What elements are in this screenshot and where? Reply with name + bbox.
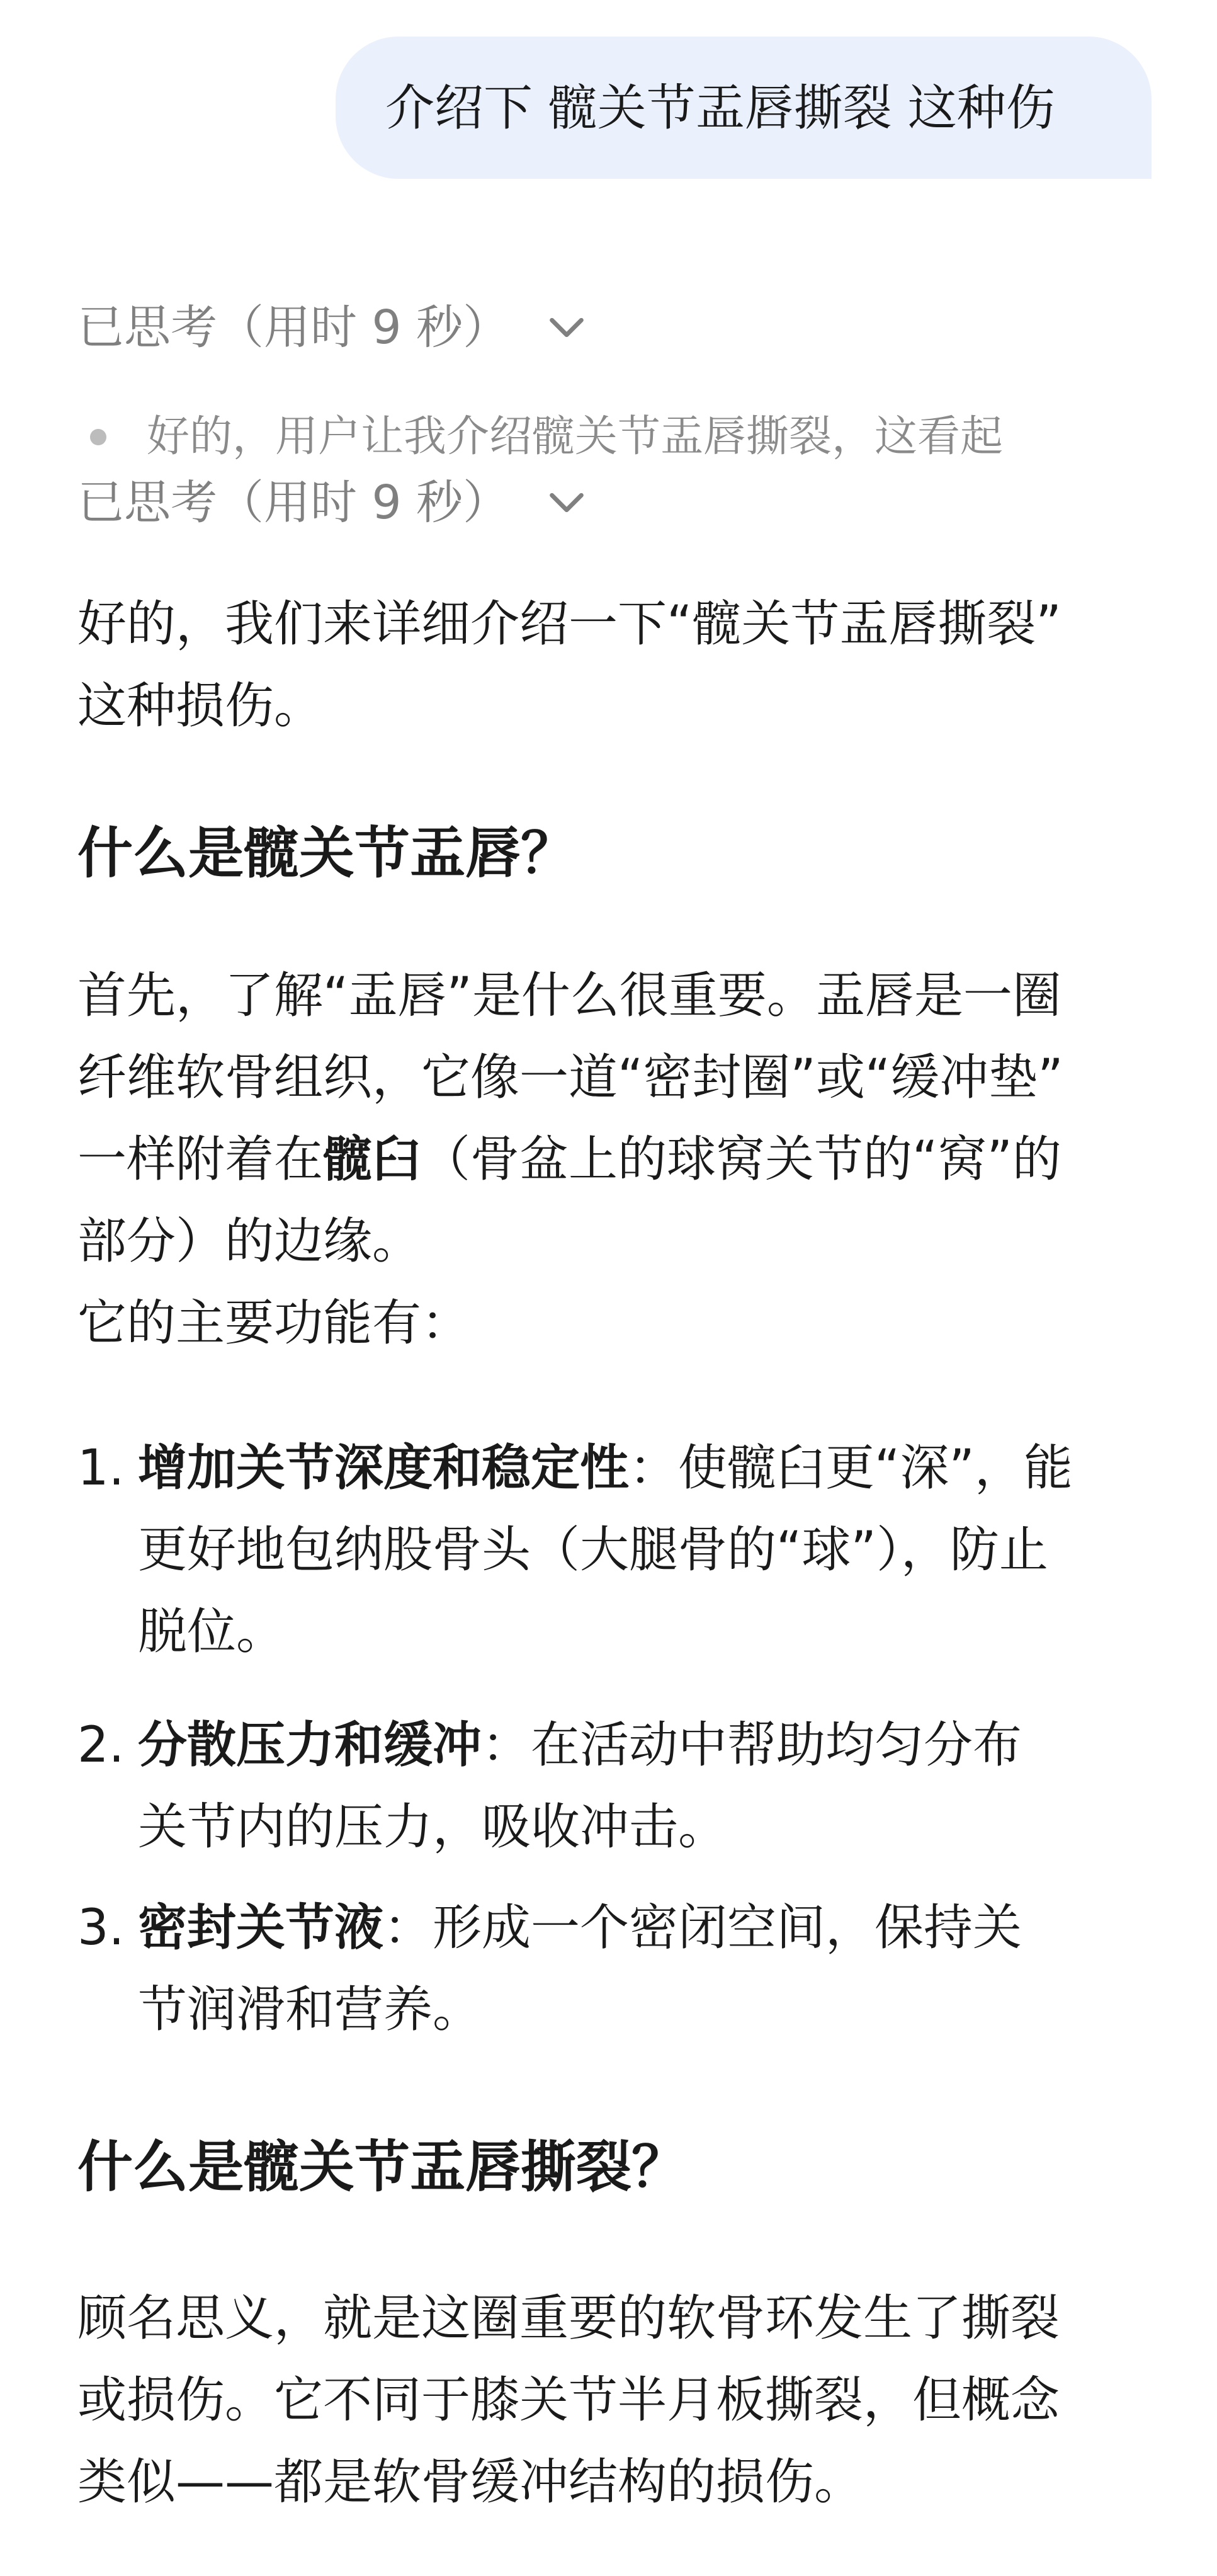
chevron-down-icon xyxy=(545,305,589,350)
section-heading-tear: 什么是髋关节盂唇撕裂？ xyxy=(77,2134,688,2199)
description-line xyxy=(77,1119,1148,1200)
user-message-text: 介绍下 髋关节盂唇撕裂 这种伤 xyxy=(385,80,1055,137)
thought-preview xyxy=(77,408,1003,466)
list-line xyxy=(138,1887,1022,1969)
tear-description xyxy=(77,2277,1148,2523)
list-item-title: 密封关节液 xyxy=(138,1900,384,1956)
chevron-down-icon xyxy=(545,481,589,525)
list-line xyxy=(138,1704,1022,1786)
list-item-text: ：形成一个密闭空间，保持关 xyxy=(383,1900,1022,1956)
list-number: 2. xyxy=(77,1717,125,1774)
list-number: 3. xyxy=(77,1900,125,1956)
intro-line: 好的，我们来详细介绍一下“髋关节盂唇撕裂” xyxy=(77,596,1061,653)
description-line: 纤维软骨组织，它像一道“密封圈”或“缓冲垫” xyxy=(77,1049,1063,1106)
description-line: 类似——都是软骨缓冲结构的损伤。 xyxy=(77,2454,864,2510)
bold-term: 髋臼 xyxy=(323,1131,422,1188)
list-item-text: ：在活动中帮助均匀分布 xyxy=(482,1717,1022,1774)
text-segment: 一样附着在 xyxy=(77,1131,324,1188)
thinking-toggle-collapsed[interactable] xyxy=(77,471,589,534)
list-line xyxy=(138,1427,1073,1509)
list-line: 节润滑和营养。 xyxy=(138,1981,482,2038)
description-line: 顾名思义，就是这圈重要的软骨环发生了撕裂 xyxy=(77,2290,1060,2347)
thought-preview-text: 好的，用户让我介绍髋关节盂唇撕裂，这看起 xyxy=(147,412,1004,462)
functions-intro: 它的主要功能有： xyxy=(77,1295,471,1352)
thinking-toggle[interactable] xyxy=(77,296,589,359)
list-item-title: 分散压力和缓冲 xyxy=(138,1717,482,1774)
thinking-label: 已思考（用时 9 秒） xyxy=(77,476,510,530)
description-line: 部分）的边缘。 xyxy=(77,1213,422,1270)
list-item-title: 增加关节深度和稳定性 xyxy=(138,1440,630,1496)
description-line: 首先，了解“盂唇”是什么很重要。盂唇是一圈 xyxy=(77,967,1061,1024)
description-line: 或损伤。它不同于膝关节半月板撕裂，但概念 xyxy=(77,2372,1060,2429)
labrum-description xyxy=(77,955,1148,1364)
text-segment: （骨盆上的球窝关节的“窝”的 xyxy=(421,1131,1061,1188)
list-number: 1. xyxy=(77,1440,125,1496)
list-line: 更好地包纳股骨头（大腿骨的“球”），防止 xyxy=(138,1522,1048,1578)
section-heading-labrum: 什么是髋关节盂唇？ xyxy=(77,821,577,886)
list-line: 关节内的压力，吸收冲击。 xyxy=(138,1799,728,1855)
bullet-dot-icon xyxy=(90,429,106,445)
list-line: 脱位。 xyxy=(138,1604,286,1660)
intro-paragraph xyxy=(77,583,1148,747)
thinking-label: 已思考（用时 9 秒） xyxy=(77,300,510,355)
intro-line: 这种损伤。 xyxy=(77,678,324,734)
list-item-text: ：使髋臼更“深”，能 xyxy=(629,1440,1073,1496)
